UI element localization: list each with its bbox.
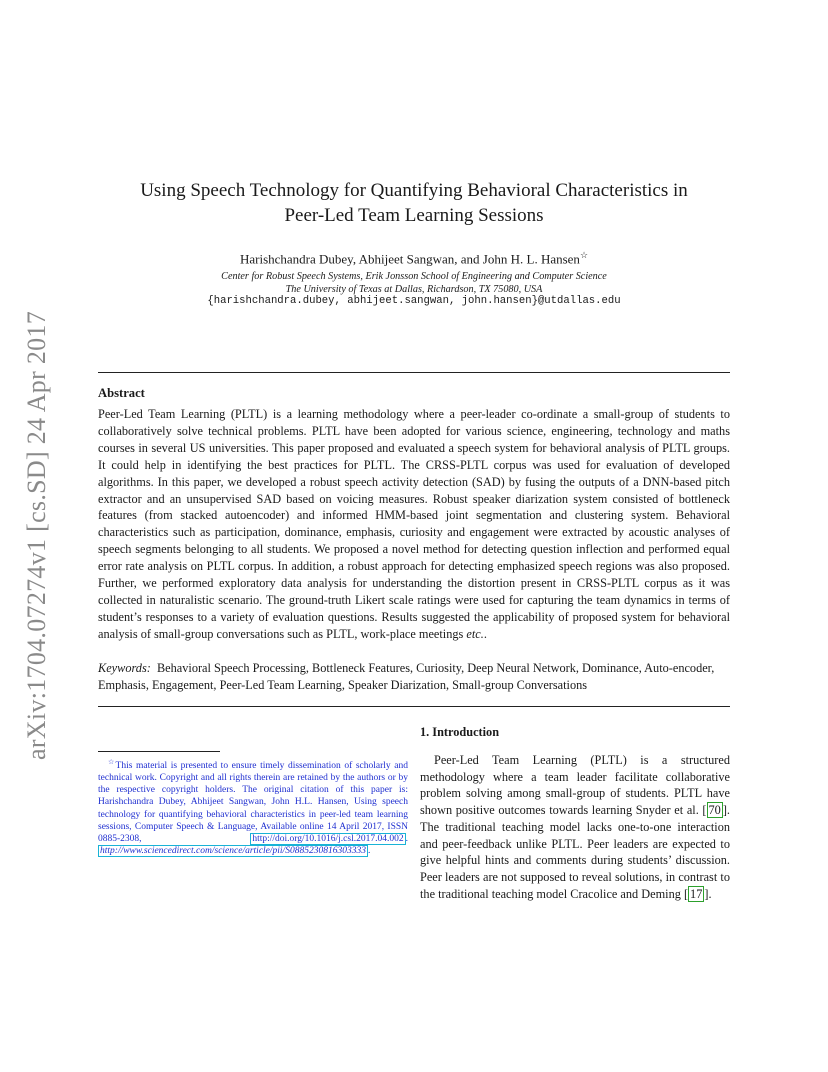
intro-text-3: ]. [704, 886, 712, 901]
affiliation [0, 271, 828, 296]
authors-names: Harishchandra Dubey, Abhijeet Sangwan, and John H. L. Hansen [239, 251, 580, 267]
footnote-text: This material is presented to ensure timely dissemination of scholarly and technical work. Copyright and all rights therein are retained by the authors or by the respective copyright holders. The original citation of this paper is: Harishchandra Dubey, Abhijeet Sangwan, John H.L. Hansen, Using speech technology for quantifying behavioral characteristics in peer-led team learning sessions, Computer Speech & Language, Available online 14 April 2017, ISSN 0885-2308, [98, 761, 408, 844]
affiliation-line-2: The University of Texas at Dallas, Richardson, TX 75080, USA [285, 283, 543, 295]
footnote-doi-link[interactable]: http://doi.org/10.1016/j.csl.2017.04.002 [252, 833, 404, 844]
arxiv-identifier: arXiv:1704.07274v1 [cs.SD] 24 Apr 2017 [22, 310, 51, 760]
citation-link-70[interactable]: 70 [708, 803, 721, 818]
footnote [98, 756, 408, 857]
author-emails: {harishchandra.dubey, abhijeet.sangwan, john.hansen}@utdallas.edu [207, 295, 621, 307]
title-line-2: Peer-Led Team Learning Sessions [284, 205, 544, 226]
abstract-heading: Abstract [98, 386, 145, 400]
abstract-text: Peer-Led Team Learning (PLTL) is a learning methodology where a peer-leader co-ordinate a small-group of students to collaboratively solve technical problems. PLTL have been adopted for various science, engineering, technology and maths courses in several US universities. This paper proposed and evaluated a speech system for behavioral analysis of PLTL groups. It could help in identifying the best practices for PLTL. The CRSS-PLTL corpus was used for evaluation of developed algorithms. In this paper, we developed a robust speech activity detection (SAD) by fusing the outputs of a DNN-based pitch extractor and an unsupervised SAD based on voicing measures. Robust speaker diarization system consisted of bottleneck features (from stacked autoencoder) and informed HMM-based joint segmentation and clustering system. Behavioral characteristics such as participation, dominance, emphasis, curiosity and engagement were extracted by acoustic analyses of speech segments belonging to all students. We proposed a novel method for detecting question inflection and performed equal error rate analysis on PLTL corpus. In addition, a robust approach for detecting emphasized speech regions was also proposed. Further, we performed exploratory data analysis for understanding the distortion present in CRSS-PLTL corpus as it was collected in naturalistic scenario. The ground-truth Likert scale ratings were used for capturing the team dynamics in terms of student’s responses to a variety of evaluation questions. Results suggested the applicability of proposed system for behavioral analysis of small-group conversations such as PLTL, work-place meetings [98, 407, 730, 641]
citation-link-17[interactable]: 17 [690, 886, 703, 901]
section-heading-introduction: 1. Introduction [420, 725, 500, 739]
introduction-paragraph [420, 752, 730, 902]
title-line-1: Using Speech Technology for Quantifying Behavioral Characteristics in [140, 180, 688, 201]
footnote-rule [98, 751, 220, 752]
author-list [0, 247, 828, 267]
footnote-url-link[interactable]: http://www.sciencedirect.com/science/article/pii/S0885230816303333 [100, 845, 366, 856]
paper-title [0, 178, 828, 228]
keywords-text: Behavioral Speech Processing, Bottleneck Features, Curiosity, Deep Neural Network, Dominance, Auto-encoder, Emphasis, Engagement, Peer-Led Team Learning, Speaker Diarization, Small-group Conversations [98, 661, 715, 692]
abstract-end: . [483, 626, 487, 641]
abstract-top-rule [98, 372, 730, 373]
footnote-separator: . [405, 833, 408, 844]
abstract-body [98, 406, 730, 643]
abstract-etc: etc. [466, 626, 484, 641]
abstract-bottom-rule [98, 706, 730, 707]
footnote-end: . [367, 845, 371, 856]
author-footnote-mark[interactable]: ☆ [579, 250, 589, 260]
affiliation-line-1: Center for Robust Speech Systems, Erik Jonsson School of Engineering and Computer Science [221, 271, 607, 282]
keywords-label: Keywords: [98, 661, 151, 675]
keywords [98, 660, 730, 694]
intro-text-2: ]. The traditional teaching model lacks one-to-one interaction and peer-feedback unlike PLTL. Peer leaders are expected to give helpful hints and comments during students’ discussion. Peer leaders are not supposed to reveal solutions, in contrast to the traditional teaching model Cracolice and Deming [ [420, 803, 730, 901]
intro-text-1: Peer-Led Team Learning (PLTL) is a structured methodology where a team leader facilitate collaborative problem solving among small-group of students. PLTL have shown positive outcomes towards learning Snyder et al. [ [420, 753, 730, 818]
footnote-mark: ☆ [108, 758, 116, 766]
